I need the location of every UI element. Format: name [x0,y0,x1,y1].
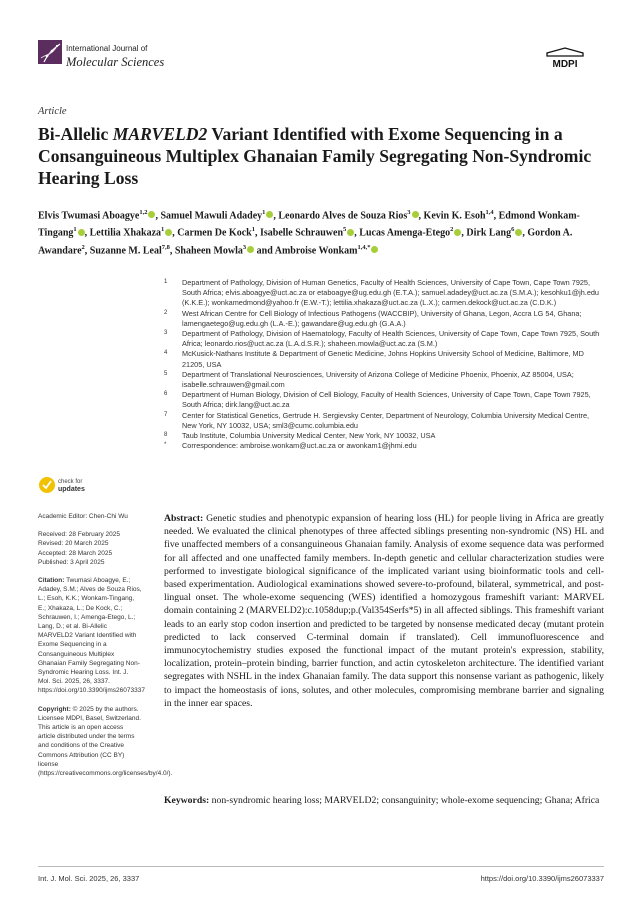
author-affiliation-sup: 3 [242,243,247,251]
author-affiliation-sup: 1 [73,226,77,234]
revised-date: Revised: 20 March 2025 [38,540,109,548]
author-name: Samuel Mawuli Adadey [160,210,263,222]
academic-editor: Academic Editor: Chen-Chi Wu [38,513,128,520]
orcid-icon[interactable] [78,229,85,236]
article-info-sidebar [38,512,173,778]
author-affiliation-sup: 1,2 [139,209,148,216]
mdpi-logo-icon [543,47,587,73]
affiliation-text: Center for Statistical Genetics, Gertrude H. Sergievsky Center, Department of Neurology, Columbia University Medical Centre, New York, NY 10032, USA; sml3@cumc.columbia.edu [182,410,590,430]
author-name: Leonardo Alves de Souza Rios [278,210,408,222]
author-name: Gordon A. Awandare [38,227,573,256]
citation-text: Twumasi Aboagye, E.; Adadey, S.M.; Alves de Souza Rios, L.; Esoh, K.K.; Wonkam-Tingang, E.; Xhakaza, L.; De Kock, C.; Schrauwen, I.; Amenga-Etego, L.; Lang, D.; et al. Bi-Allelic MARVELD2 Variant Identified with Exome Sequencing in a Consanguineous Multiplex Ghanaian Family Segregating Non-Syndromic Hearing Loss. Int. J. Mol. Sci. 2025, 26, 3337. https://doi.org/10.3390/ijms26073337 [38,577,145,695]
affiliation-item [164,329,604,349]
affiliation-item [164,390,604,410]
author-affiliation-sup: 6 [511,226,515,234]
affiliation-number: 8 [164,432,168,439]
affiliation-text: Department of Pathology, Division of Human Genetics, Faculty of Health Sciences, University of Cape Town, Cape Town 7925, South Africa; elvis.aboagye@uct.ac.za or etaboagye@ug.edu.gh (E.T.A.); samuel.adadey@uct.ac.za (S.M.A.); kesohku1@jh.edu (K.K.E.); wonkamedmond@yahoo.fr (E.W.-T.); lettilia.xhakaza@uct.ac.za (L.X.); carmen.dekock@uct.ac.za (C.D.K.) [182,278,599,308]
author-name: Isabelle Schrauwen [259,227,344,239]
article-title: Bi-Allelic MARVELD2 Variant Identified with Exome Sequencing in a Consanguineous Multiplex Ghanaian Family Segregating Non-Syndromic Hearing Loss [38,124,592,188]
affiliation-text: Department of Human Biology, Division of Cell Biology, Faculty of Health Sciences, University of Cape Town, Cape Town 7925, South Africa; dirk.lang@uct.ac.za [182,390,591,410]
orcid-icon[interactable] [266,211,273,218]
author-affiliation-sup: 1,4 [485,209,494,216]
received-date: Received: 28 February 2025 [38,531,121,539]
keywords-text: non-syndromic hearing loss; MARVELD2; consanguinity; whole-exome sequencing; Ghana; Africa [211,795,600,806]
copyright-label: Copyright: [38,705,71,713]
affiliation-number: 5 [164,370,168,377]
footer-divider [38,866,604,867]
affiliation-text: Correspondence: ambroise.wonkam@uct.ac.za or awonkam1@jhmi.edu [182,441,417,451]
citation [38,576,145,696]
affiliation-item [164,309,604,329]
author-affiliation-sup: 2 [450,226,454,234]
affiliation-text: McKusick-Nathans Institute & Department of Genetic Medicine, Johns Hopkins University School of Medicine, Baltimore, MD 21205, USA [182,349,584,369]
orcid-icon[interactable] [515,229,522,236]
affiliation-number: * [164,442,167,449]
dna-logo-icon [38,40,62,64]
affiliation-item [164,441,604,451]
check-for-updates-badge[interactable] [38,472,88,498]
orcid-icon[interactable] [165,229,172,236]
author-affiliation-sup: 1 [161,226,165,234]
affiliation-number: 4 [164,350,168,357]
affiliation-item [164,278,604,309]
affiliation-item [164,431,604,441]
affiliation-item [164,370,604,390]
affiliation-number: 6 [164,391,168,398]
published-date: Published: 3 April 2025 [38,558,105,566]
affiliation-item [164,349,604,369]
author-name: Suzanne M. Leal [89,244,162,256]
affiliation-text: Department of Pathology, Division of Haematology, Faculty of Health Sciences, University of Cape Town, Cape Town 7925, South Africa; leonardo.rios@uct.ac.za (L.A.d.S.R.); shaheen.mowla@uct.ac.za (S.M.) [182,329,600,349]
journal-logo [38,40,62,64]
author-name: Shaheen Mowla [174,244,243,256]
author-name: Kevin K. Esoh [423,210,486,222]
author-name: Lucas Amenga-Etego [359,227,451,239]
footer-journal-citation: Int. J. Mol. Sci. 2025, 26, 3337 [38,874,140,883]
orcid-icon[interactable] [347,229,354,236]
copyright [38,705,173,779]
publisher-name: MDPI [552,59,578,70]
orcid-icon[interactable] [371,246,378,253]
affiliation-number: 1 [164,279,168,285]
author-list: Elvis Twumasi Aboagye$^{1,2}$ , Samuel Mawuli Adadey$^1$ , Leonardo Alves de Souza Rios$^3$ , Kevin K. Esoh$^{1,4}$, Edmond Wonkam-Tingang$^1$ , Lettilia Xhakaza$^1$ , Carmen De Kock$^1$, Isabelle Schrauwen$^5$ , Lucas Amenga-Etego$^2$ , Dirk Lang$^6$ , Gordon A. Awandare$^2$, Suzanne M. Leal$^{7,8}$, Shaheen Mowla$^3$ and Ambroise Wonkam$^{1,4,*}$ [38,209,580,256]
author-affiliation-sup: 2 [81,243,85,251]
orcid-icon[interactable] [148,211,155,218]
journal-name: Molecular Sciences [66,55,165,69]
citation-label: Citation: [38,577,65,585]
affiliation-list [164,278,604,451]
affiliation-number: 3 [164,330,168,337]
check-updates-line1: check for [58,479,83,485]
affiliation-text: Taub Institute, Columbia University Medical Center, New York, NY 10032, USA [182,431,436,441]
author-name: Ambroise Wonkam [274,244,358,256]
author-name: Elvis Twumasi Aboagye [38,210,140,222]
affiliation-text: West African Centre for Cell Biology of Infectious Pathogens (WACCBIP), University of Ghana, Legon, Accra LG 54, Ghana; lamengaetego@ug.edu.gh (L.A.-E.); gawandare@ug.edu.gh (G.A.A.) [182,308,582,328]
check-updates-line2: updates [58,486,85,493]
author-affiliation-sup: 7,8 [161,243,170,251]
author-affiliation-sup: 3 [407,209,411,216]
affiliation-text: Department of Translational Neurosciences, University of Arizona College of Medicine Phoenix, Phoenix, AZ 85004, USA; isabelle.schrauwen@gmail.com [182,369,574,390]
orcid-icon[interactable] [247,246,254,253]
author-affiliation-sup: 1 [262,209,266,216]
author-name: Lettilia Xhakaza [89,227,162,239]
author-name: Carmen De Kock [177,227,252,239]
abstract-text: Genetic studies and phenotypic expansion of hearing loss (HL) for people living in Africa are greatly needed. We evaluated the clinical phenotypes of three affected siblings presenting non-syndromic (NS) HL and five unaffected members of a consanguineous Ghanaian family. Analysis of exome sequence data was performed for all affected and one unaffected family members. In-depth genetic and cellular characterization studies were performed to investigate biological significance of the implicated variant using bioinformatic tools and cell-based experimentation. Audiological examinations showed severe-to-profound, bilateral, symmetrical, and post-lingual onset. The whole-exome sequencing (WES) identified a homozygous frameshift variant: MARVEL domain containing 2 (MARVELD2):c.1058dup;p.(Val354Serfs*5) in all affected siblings. This frameshift variant leads to an early stop codon insertion and predicted to be targeted by nonsense medicated decay (mutant protein predicted to lack conserved C-terminal domain if translated). Cell immunofluorescence and immunocytochemistry studies exposed the functional impact of the mutant protein's expression, stability, localization, protein–protein binding, barrier function, and actin cytoskeleton architecture. The identified variant segregates with NSHL in the index Ghanaian family. The data support this nonsense variant as pathogenic, likely to impact the homeostasis of ions, solutes, and other molecules, compromising membrane barrier and signaling in the inner ear spaces. [164,513,605,709]
keywords-label: Keywords: [164,795,210,806]
journal-prefix: International Journal of [66,44,148,53]
author-affiliation-sup: 1 [251,226,255,234]
footer-doi-link[interactable]: https://doi.org/10.3390/ijms26073337 [480,874,604,883]
author-name: Dirk Lang [466,227,512,239]
author-name: Edmond Wonkam-Tingang [38,210,580,239]
check-updates-icon [38,472,88,498]
affiliation-item [164,411,604,431]
accepted-date: Accepted: 28 March 2025 [38,549,113,557]
copyright-text: © 2025 by the authors. Licensee MDPI, Basel, Switzerland. This article is an open access article distributed under the terms and conditions of the Creative Commons Attribution (CC BY) license (https://creativecommons.org/licenses/by/4.0/). [38,705,173,778]
author-affiliation-sup: 5 [343,226,347,234]
abstract [164,512,604,710]
keywords [164,794,604,807]
orcid-icon[interactable] [412,211,419,218]
affiliation-number: 2 [164,309,168,316]
author-affiliation-sup: 1,4,* [357,243,371,251]
mdpi-logo [543,47,587,73]
affiliation-number: 7 [164,411,168,418]
orcid-icon[interactable] [454,229,461,236]
article-type: Article [38,106,67,117]
abstract-label: Abstract: [164,513,204,524]
